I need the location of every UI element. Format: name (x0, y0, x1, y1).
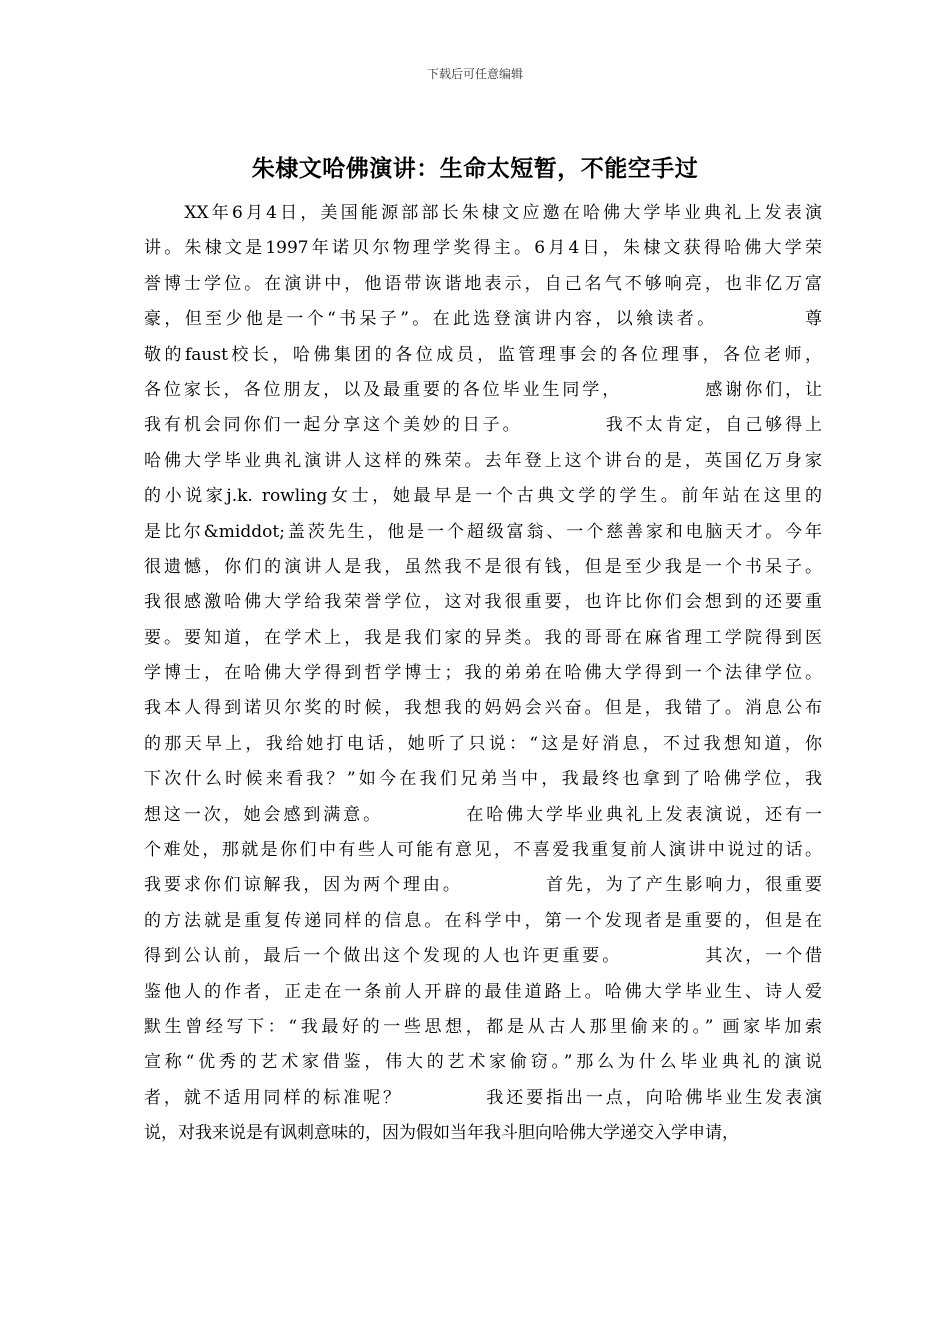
body-line: 鉴他人的作者，正走在一条前人开辟的最佳道路上。哈佛大学毕业生、诗人爱 (144, 981, 822, 1002)
body-line: 我要求你们谅解我，因为两个理由。 首先，为了产生影响力，很重要 (144, 875, 822, 896)
body-line: 讲。朱棣文是1997年诺贝尔物理学奖得主。6月4日，朱棣文获得哈佛大学荣 (144, 238, 822, 259)
article-title: 朱棣文哈佛演讲：生命太短暂，不能空手过 (251, 155, 699, 182)
body-line: 我很感激哈佛大学给我荣誉学位，这对我很重要，也许比你们会想到的还要重 (144, 592, 822, 613)
body-line: 我有机会同你们一起分享这个美妙的日子。 我不太肯定，自己够得上 (144, 415, 822, 436)
body-line: 要。要知道，在学术上，我是我们家的异类。我的哥哥在麻省理工学院得到医 (144, 627, 822, 648)
body-line: XX年6月4日，美国能源部部长朱棣文应邀在哈佛大学毕业典礼上发表演 (144, 203, 822, 223)
body-line: 得到公认前，最后一个做出这个发现的人也许更重要。 其次，一个借 (144, 946, 822, 967)
body-line: 哈佛大学毕业典礼演讲人这样的殊荣。去年登上这个讲台的是，英国亿万身家 (144, 450, 822, 471)
body-line: 学博士，在哈佛大学得到哲学博士；我的弟弟在哈佛大学得到一个法律学位。 (144, 663, 822, 684)
header-note: 下载后可任意编辑 (426, 67, 523, 81)
body-line: 者，就不适用同样的标准呢？ 我还要指出一点，向哈佛毕业生发表演 (144, 1087, 822, 1108)
article-body (144, 196, 822, 1152)
body-line: 个难处，那就是你们中有些人可能有意见，不喜爱我重复前人演讲中说过的话。 (144, 840, 822, 861)
body-line: 默生曾经写下：“我最好的一些思想，都是从古人那里偷来的。” 画家毕加索 (144, 1016, 822, 1037)
body-line: 的那天早上，我给她打电话，她听了只说：“这是好消息，不过我想知道，你 (144, 733, 822, 754)
body-line: 我本人得到诺贝尔奖的时候，我想我的妈妈会兴奋。但是，我错了。消息公布 (144, 698, 822, 719)
body-line: 各位家长，各位朋友，以及最重要的各位毕业生同学， 感谢你们，让 (144, 379, 822, 400)
body-line: 的方法就是重复传递同样的信息。在科学中，第一个发现者是重要的，但是在 (144, 910, 822, 931)
body-line: 敬的faust校长，哈佛集团的各位成员，监管理事会的各位理事，各位老师， (144, 344, 822, 365)
body-line: 很遗憾，你们的演讲人是我，虽然我不是很有钱，但是至少我是一个书呆子。 (144, 556, 822, 577)
body-line: 誉博士学位。在演讲中，他语带诙谐地表示，自己名气不够响亮，也非亿万富 (144, 273, 822, 294)
body-line: 想这一次，她会感到满意。 在哈佛大学毕业典礼上发表演说，还有一 (144, 804, 822, 825)
body-line: 下次什么时候来看我？”如今在我们兄弟当中，我最终也拿到了哈佛学位，我 (144, 769, 822, 790)
body-line: 的小说家j.k. rowling女士，她最早是一个古典文学的学生。前年站在这里的 (144, 486, 822, 507)
body-line: 宣称“优秀的艺术家借鉴，伟大的艺术家偷窃。”那么为什么毕业典礼的演说 (144, 1052, 822, 1073)
body-line: 豪，但至少他是一个“书呆子”。在此选登演讲内容，以飨读者。 尊 (144, 309, 822, 330)
body-line: 说，对我来说是有讽刺意味的，因为假如当年我斗胆向哈佛大学递交入学申请， (144, 1123, 739, 1144)
body-line: 是比尔&middot;盖茨先生，他是一个超级富翁、一个慈善家和电脑天才。今年 (144, 521, 822, 542)
